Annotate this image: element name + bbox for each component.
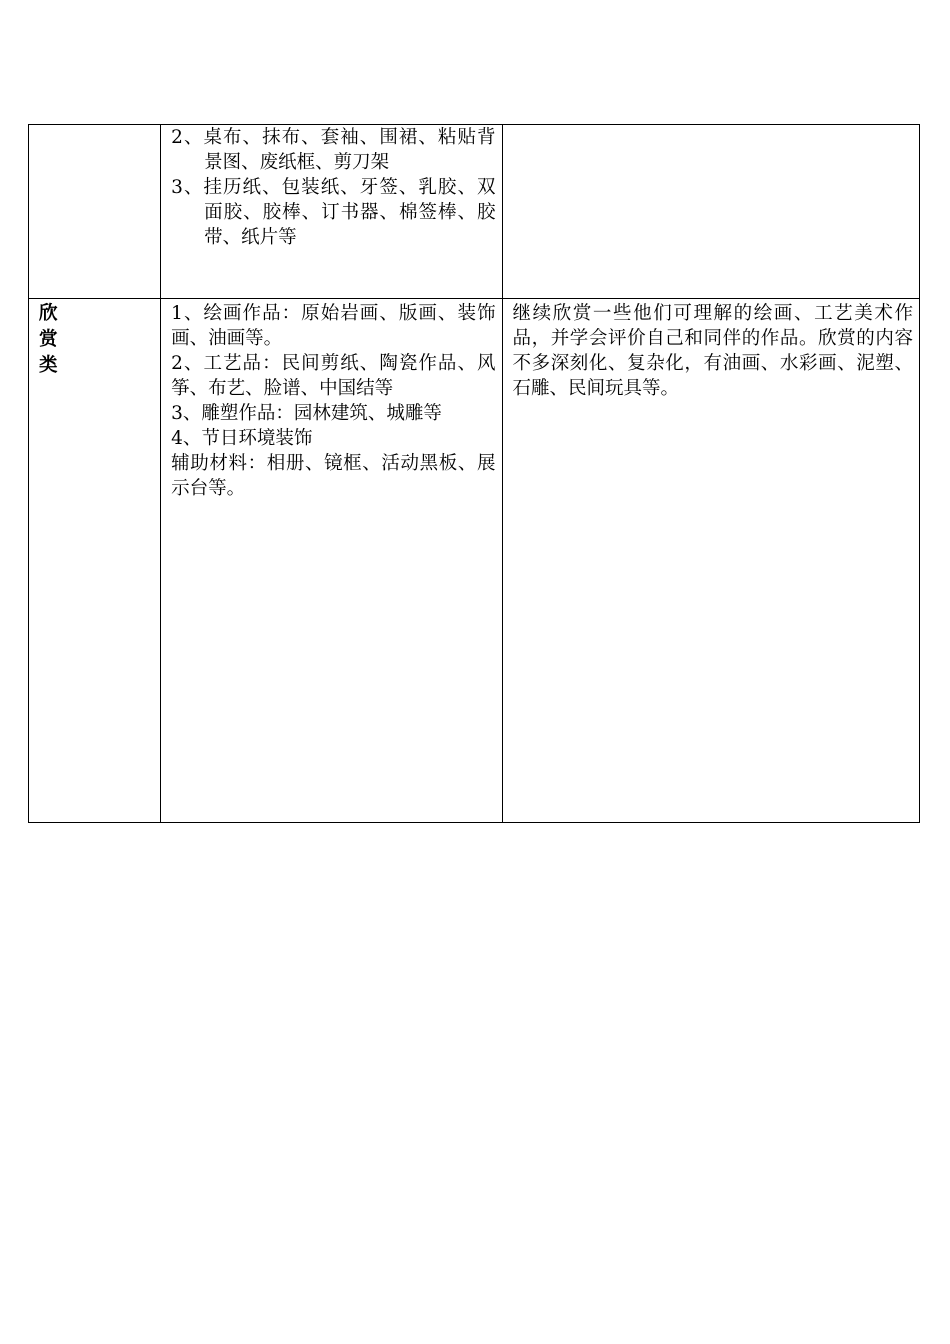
goals-text: 继续欣赏一些他们可理解的绘画、工艺美术作品，并学会评价自己和同伴的作品。欣赏的内容不多深刻化、复杂化，有油画、水彩画、泥塑、石雕、民间玩具等。 (512, 303, 913, 399)
materials-item: 1、绘画作品：原始岩画、版画、装饰画、油画等。 (171, 303, 496, 349)
category-cell (29, 125, 161, 299)
materials-item: 2、桌布、抹布、套袖、围裙、粘贴背景图、废纸框、剪刀架 (171, 127, 496, 173)
materials-item: 3、挂历纸、包装纸、牙签、乳胶、双面胶、胶棒、订书器、棉签棒、胶带、纸片等 (171, 177, 496, 248)
materials-item: 3、雕塑作品：园林建筑、城雕等 (171, 403, 442, 424)
materials-item: 2、工艺品：民间剪纸、陶瓷作品、风筝、布艺、脸谱、中国结等 (171, 353, 496, 399)
materials-item: 4、节日环境装饰 (171, 428, 313, 449)
category-cell (29, 299, 161, 823)
materials-item: 辅助材料：相册、镜框、活动黑板、展示台等。 (171, 453, 496, 499)
table-row (29, 299, 920, 823)
goals-cell (502, 299, 919, 823)
goals-cell (502, 125, 919, 299)
content-table (28, 124, 920, 823)
materials-cell (161, 299, 502, 823)
table-row (29, 125, 920, 299)
materials-cell (161, 125, 502, 299)
category-label: 欣赏类 (39, 303, 58, 376)
